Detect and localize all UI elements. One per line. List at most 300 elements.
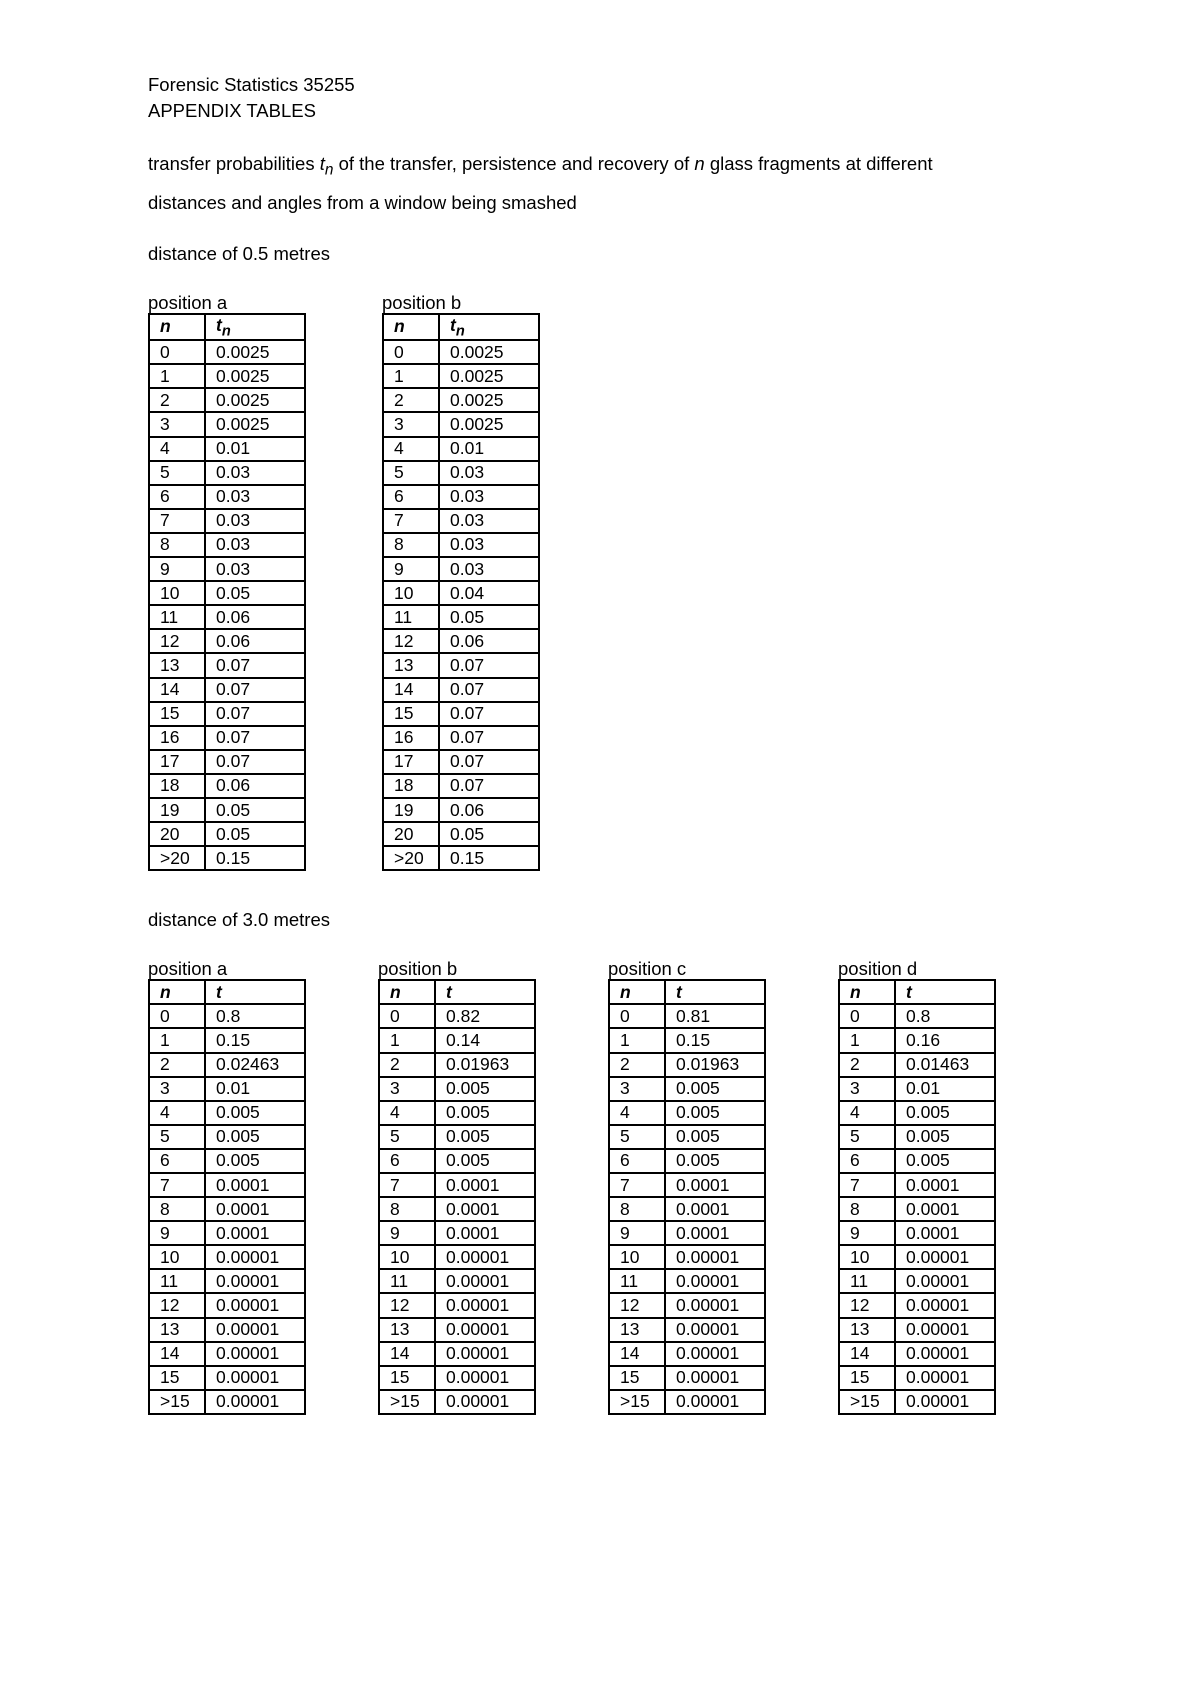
cell-probability: 0.00001 bbox=[435, 1390, 535, 1414]
cell-n: 0 bbox=[839, 1004, 895, 1028]
cell-probability: 0.0025 bbox=[205, 364, 305, 388]
table-row bbox=[383, 798, 539, 822]
column-header-n: n bbox=[383, 314, 439, 341]
cell-probability: 0.00001 bbox=[205, 1390, 305, 1414]
table-row bbox=[149, 653, 305, 677]
table-row bbox=[609, 1197, 765, 1221]
table-row bbox=[149, 1125, 305, 1149]
distance-2-tables bbox=[148, 959, 1068, 1415]
cell-probability: 0.005 bbox=[435, 1149, 535, 1173]
cell-n: 15 bbox=[149, 702, 205, 726]
cell-n: 10 bbox=[149, 1245, 205, 1269]
column-header-n: n bbox=[609, 980, 665, 1004]
cell-n: 12 bbox=[149, 1293, 205, 1317]
cell-probability: 0.0025 bbox=[439, 388, 539, 412]
intro-text-4: distances and angles from a window being smashed bbox=[148, 191, 577, 213]
column-header-t-symbol: t bbox=[906, 981, 912, 1002]
cell-n: 16 bbox=[383, 726, 439, 750]
table-row bbox=[379, 1077, 535, 1101]
cell-probability: 0.00001 bbox=[205, 1366, 305, 1390]
table-row bbox=[383, 774, 539, 798]
table-row bbox=[379, 1245, 535, 1269]
cell-n: 11 bbox=[609, 1269, 665, 1293]
table-block bbox=[148, 293, 382, 872]
cell-n: 13 bbox=[609, 1318, 665, 1342]
cell-probability: 0.15 bbox=[439, 846, 539, 870]
column-header-t-symbol: t bbox=[450, 314, 456, 335]
cell-probability: 0.00001 bbox=[435, 1318, 535, 1342]
cell-n: 0 bbox=[609, 1004, 665, 1028]
cell-n: 9 bbox=[379, 1221, 435, 1245]
table-header-row bbox=[379, 980, 535, 1004]
table-row bbox=[383, 461, 539, 485]
column-header-t-subscript: n bbox=[221, 323, 231, 340]
cell-n: 8 bbox=[149, 533, 205, 557]
table-row bbox=[839, 1053, 995, 1077]
cell-n: 14 bbox=[379, 1342, 435, 1366]
column-header-t bbox=[895, 980, 995, 1004]
table-row bbox=[379, 1293, 535, 1317]
cell-probability: 0.0001 bbox=[205, 1221, 305, 1245]
cell-probability: 0.8 bbox=[205, 1004, 305, 1028]
table-row bbox=[609, 1366, 765, 1390]
cell-n: 6 bbox=[149, 1149, 205, 1173]
cell-probability: 0.07 bbox=[205, 726, 305, 750]
cell-n: 2 bbox=[839, 1053, 895, 1077]
table-row bbox=[379, 1342, 535, 1366]
cell-probability: 0.00001 bbox=[665, 1245, 765, 1269]
cell-probability: 0.01963 bbox=[665, 1053, 765, 1077]
cell-probability: 0.01463 bbox=[895, 1053, 995, 1077]
cell-n: 4 bbox=[149, 1101, 205, 1125]
table-row bbox=[149, 1293, 305, 1317]
table-row bbox=[609, 1221, 765, 1245]
cell-n: 7 bbox=[383, 509, 439, 533]
table-row bbox=[383, 822, 539, 846]
table-row bbox=[149, 605, 305, 629]
table-row bbox=[383, 437, 539, 461]
table-row bbox=[383, 340, 539, 364]
cell-probability: 0.00001 bbox=[665, 1366, 765, 1390]
cell-n: 14 bbox=[383, 678, 439, 702]
table-row bbox=[149, 798, 305, 822]
cell-n: 3 bbox=[379, 1077, 435, 1101]
cell-probability: 0.05 bbox=[439, 822, 539, 846]
table-row bbox=[149, 1390, 305, 1414]
cell-probability: 0.00001 bbox=[435, 1269, 535, 1293]
cell-n: 4 bbox=[383, 437, 439, 461]
cell-n: 14 bbox=[149, 1342, 205, 1366]
cell-probability: 0.01 bbox=[205, 1077, 305, 1101]
cell-n: 6 bbox=[609, 1149, 665, 1173]
cell-probability: 0.00001 bbox=[895, 1293, 995, 1317]
cell-n: 6 bbox=[383, 485, 439, 509]
cell-n: 2 bbox=[379, 1053, 435, 1077]
cell-probability: 0.01 bbox=[439, 437, 539, 461]
column-header-t bbox=[435, 980, 535, 1004]
cell-probability: 0.005 bbox=[665, 1149, 765, 1173]
cell-probability: 0.03 bbox=[205, 533, 305, 557]
cell-n: 4 bbox=[379, 1101, 435, 1125]
cell-probability: 0.07 bbox=[205, 653, 305, 677]
cell-n: 11 bbox=[149, 605, 205, 629]
cell-probability: 0.00001 bbox=[435, 1293, 535, 1317]
table-row bbox=[839, 1004, 995, 1028]
cell-n: 5 bbox=[839, 1125, 895, 1149]
cell-probability: 0.005 bbox=[205, 1125, 305, 1149]
cell-probability: 0.00001 bbox=[205, 1318, 305, 1342]
cell-n: >20 bbox=[149, 846, 205, 870]
position-label: position b bbox=[378, 958, 458, 980]
cell-n: >15 bbox=[149, 1390, 205, 1414]
table-row bbox=[609, 1390, 765, 1414]
column-header-t-symbol: t bbox=[216, 981, 222, 1002]
table-row bbox=[149, 1173, 305, 1197]
table-row bbox=[609, 1053, 765, 1077]
cell-n: 1 bbox=[149, 1028, 205, 1052]
table-row bbox=[609, 1173, 765, 1197]
cell-n: 0 bbox=[383, 340, 439, 364]
cell-n: 7 bbox=[839, 1173, 895, 1197]
cell-probability: 0.00001 bbox=[665, 1342, 765, 1366]
cell-n: 14 bbox=[149, 678, 205, 702]
position-label: position b bbox=[382, 291, 462, 313]
table-row bbox=[839, 1245, 995, 1269]
table-row bbox=[149, 1366, 305, 1390]
cell-n: 14 bbox=[839, 1342, 895, 1366]
cell-probability: 0.005 bbox=[665, 1077, 765, 1101]
transfer-table bbox=[148, 313, 306, 872]
cell-n: 0 bbox=[379, 1004, 435, 1028]
cell-probability: 0.00001 bbox=[205, 1245, 305, 1269]
table-row bbox=[149, 726, 305, 750]
position-label: position d bbox=[838, 958, 918, 980]
table-row bbox=[149, 557, 305, 581]
cell-probability: 0.00001 bbox=[895, 1318, 995, 1342]
cell-probability: 0.0001 bbox=[205, 1173, 305, 1197]
cell-probability: 0.0025 bbox=[205, 412, 305, 436]
section-title: APPENDIX TABLES bbox=[148, 100, 316, 121]
cell-n: 20 bbox=[383, 822, 439, 846]
cell-probability: 0.00001 bbox=[435, 1342, 535, 1366]
table-row bbox=[149, 774, 305, 798]
cell-n: >20 bbox=[383, 846, 439, 870]
cell-n: 1 bbox=[383, 364, 439, 388]
cell-probability: 0.0025 bbox=[439, 412, 539, 436]
transfer-table bbox=[148, 979, 306, 1415]
cell-probability: 0.05 bbox=[205, 581, 305, 605]
table-row bbox=[609, 1077, 765, 1101]
cell-n: 5 bbox=[379, 1125, 435, 1149]
cell-n: 20 bbox=[149, 822, 205, 846]
cell-n: >15 bbox=[609, 1390, 665, 1414]
cell-probability: 0.07 bbox=[205, 702, 305, 726]
cell-n: 8 bbox=[383, 533, 439, 557]
table-row bbox=[839, 1318, 995, 1342]
cell-n: 7 bbox=[379, 1173, 435, 1197]
cell-n: 7 bbox=[149, 1173, 205, 1197]
table-row bbox=[839, 1366, 995, 1390]
cell-n: 12 bbox=[383, 629, 439, 653]
cell-n: 3 bbox=[383, 412, 439, 436]
cell-n: 12 bbox=[149, 629, 205, 653]
cell-n: 1 bbox=[839, 1028, 895, 1052]
table-row bbox=[609, 1245, 765, 1269]
table-row bbox=[383, 388, 539, 412]
transfer-table bbox=[608, 979, 766, 1415]
table-row bbox=[839, 1197, 995, 1221]
cell-n: 8 bbox=[379, 1197, 435, 1221]
cell-probability: 0.00001 bbox=[665, 1293, 765, 1317]
cell-n: 15 bbox=[609, 1366, 665, 1390]
transfer-table bbox=[382, 313, 540, 872]
table-row bbox=[383, 846, 539, 870]
column-header-t-subscript: n bbox=[455, 323, 465, 340]
table-row bbox=[609, 1125, 765, 1149]
cell-n: 0 bbox=[149, 1004, 205, 1028]
cell-n: 11 bbox=[149, 1269, 205, 1293]
intro-text-2: of the transfer, persistence and recovery of bbox=[333, 153, 695, 174]
distance-2-heading: distance of 3.0 metres bbox=[148, 909, 331, 931]
table-row bbox=[383, 605, 539, 629]
cell-probability: 0.03 bbox=[439, 533, 539, 557]
cell-n: 9 bbox=[149, 1221, 205, 1245]
cell-probability: 0.0001 bbox=[205, 1197, 305, 1221]
table-row bbox=[149, 1053, 305, 1077]
cell-probability: 0.07 bbox=[439, 774, 539, 798]
cell-n: 8 bbox=[149, 1197, 205, 1221]
cell-probability: 0.03 bbox=[205, 461, 305, 485]
cell-probability: 0.00001 bbox=[205, 1342, 305, 1366]
table-row bbox=[383, 653, 539, 677]
cell-probability: 0.00001 bbox=[895, 1269, 995, 1293]
cell-n: >15 bbox=[379, 1390, 435, 1414]
cell-probability: 0.03 bbox=[439, 509, 539, 533]
cell-probability: 0.0001 bbox=[435, 1221, 535, 1245]
intro-text-1: transfer probabilities bbox=[148, 153, 320, 174]
cell-probability: 0.005 bbox=[895, 1125, 995, 1149]
table-row bbox=[379, 1318, 535, 1342]
table-row bbox=[149, 364, 305, 388]
cell-n: 13 bbox=[149, 653, 205, 677]
cell-probability: 0.15 bbox=[665, 1028, 765, 1052]
table-row bbox=[379, 1221, 535, 1245]
cell-probability: 0.81 bbox=[665, 1004, 765, 1028]
cell-probability: 0.01 bbox=[895, 1077, 995, 1101]
cell-n: 15 bbox=[379, 1366, 435, 1390]
cell-probability: 0.00001 bbox=[205, 1269, 305, 1293]
intro-text-3: glass fragments at different bbox=[704, 153, 933, 174]
cell-probability: 0.03 bbox=[439, 461, 539, 485]
cell-n: 14 bbox=[609, 1342, 665, 1366]
column-header-t bbox=[205, 980, 305, 1004]
cell-n: 17 bbox=[383, 750, 439, 774]
cell-n: 12 bbox=[609, 1293, 665, 1317]
cell-n: 15 bbox=[383, 702, 439, 726]
table-row bbox=[379, 1149, 535, 1173]
table-row bbox=[379, 1004, 535, 1028]
table-row bbox=[383, 581, 539, 605]
position-label: position a bbox=[148, 958, 228, 980]
cell-n: 18 bbox=[383, 774, 439, 798]
cell-probability: 0.00001 bbox=[895, 1342, 995, 1366]
table-header-row bbox=[839, 980, 995, 1004]
table-row bbox=[379, 1197, 535, 1221]
table-row bbox=[149, 678, 305, 702]
table-row bbox=[383, 509, 539, 533]
cell-n: 13 bbox=[839, 1318, 895, 1342]
transfer-table bbox=[838, 979, 996, 1415]
cell-probability: 0.15 bbox=[205, 846, 305, 870]
cell-probability: 0.07 bbox=[439, 678, 539, 702]
cell-probability: 0.005 bbox=[435, 1125, 535, 1149]
table-row bbox=[149, 1197, 305, 1221]
table-row bbox=[839, 1077, 995, 1101]
cell-probability: 0.0001 bbox=[665, 1173, 765, 1197]
cell-probability: 0.82 bbox=[435, 1004, 535, 1028]
table-row bbox=[149, 388, 305, 412]
cell-n: 3 bbox=[149, 412, 205, 436]
cell-n: 8 bbox=[609, 1197, 665, 1221]
table-row bbox=[839, 1149, 995, 1173]
cell-probability: 0.06 bbox=[205, 629, 305, 653]
cell-probability: 0.0001 bbox=[895, 1221, 995, 1245]
document-page bbox=[148, 72, 1068, 1415]
table-row bbox=[383, 412, 539, 436]
table-row bbox=[379, 1101, 535, 1125]
table-row bbox=[383, 702, 539, 726]
column-header-t-symbol: t bbox=[446, 981, 452, 1002]
position-label: position c bbox=[608, 958, 687, 980]
table-row bbox=[379, 1269, 535, 1293]
table-row bbox=[609, 1318, 765, 1342]
column-header-n: n bbox=[839, 980, 895, 1004]
table-header-row bbox=[149, 314, 305, 341]
cell-probability: 0.005 bbox=[665, 1101, 765, 1125]
cell-probability: 0.07 bbox=[439, 702, 539, 726]
cell-probability: 0.0025 bbox=[205, 388, 305, 412]
table-row bbox=[609, 1342, 765, 1366]
table-row bbox=[149, 412, 305, 436]
cell-probability: 0.005 bbox=[435, 1077, 535, 1101]
cell-n: 6 bbox=[379, 1149, 435, 1173]
table-header-row bbox=[609, 980, 765, 1004]
cell-n: 7 bbox=[149, 509, 205, 533]
cell-probability: 0.03 bbox=[205, 509, 305, 533]
table-row bbox=[149, 629, 305, 653]
cell-probability: 0.15 bbox=[205, 1028, 305, 1052]
column-header-t bbox=[665, 980, 765, 1004]
table-row bbox=[609, 1004, 765, 1028]
table-row bbox=[839, 1269, 995, 1293]
t-subscript: n bbox=[324, 161, 334, 179]
cell-n: 17 bbox=[149, 750, 205, 774]
cell-probability: 0.0001 bbox=[665, 1197, 765, 1221]
cell-probability: 0.0025 bbox=[439, 364, 539, 388]
table-block bbox=[148, 959, 378, 1415]
table-row bbox=[609, 1269, 765, 1293]
table-row bbox=[149, 533, 305, 557]
cell-probability: 0.07 bbox=[439, 653, 539, 677]
cell-n: 2 bbox=[149, 1053, 205, 1077]
column-header-t bbox=[205, 314, 305, 341]
table-row bbox=[149, 1221, 305, 1245]
table-row bbox=[609, 1293, 765, 1317]
cell-probability: 0.00001 bbox=[665, 1390, 765, 1414]
table-row bbox=[149, 485, 305, 509]
column-header-t-symbol: t bbox=[216, 314, 222, 335]
distance-1-heading: distance of 0.5 metres bbox=[148, 242, 331, 264]
cell-n: 8 bbox=[839, 1197, 895, 1221]
cell-probability: 0.005 bbox=[205, 1149, 305, 1173]
cell-n: 11 bbox=[379, 1269, 435, 1293]
table-row bbox=[149, 461, 305, 485]
cell-n: 19 bbox=[383, 798, 439, 822]
cell-probability: 0.03 bbox=[205, 557, 305, 581]
table-block bbox=[838, 959, 1068, 1415]
cell-probability: 0.06 bbox=[205, 774, 305, 798]
cell-n: 9 bbox=[609, 1221, 665, 1245]
cell-probability: 0.00001 bbox=[435, 1245, 535, 1269]
table-row bbox=[609, 1149, 765, 1173]
table-block bbox=[378, 959, 608, 1415]
cell-n: 10 bbox=[379, 1245, 435, 1269]
cell-probability: 0.16 bbox=[895, 1028, 995, 1052]
cell-probability: 0.14 bbox=[435, 1028, 535, 1052]
table-row bbox=[609, 1101, 765, 1125]
table-row bbox=[839, 1342, 995, 1366]
cell-n: 10 bbox=[609, 1245, 665, 1269]
cell-n: 15 bbox=[149, 1366, 205, 1390]
table-row bbox=[383, 629, 539, 653]
cell-probability: 0.0001 bbox=[895, 1173, 995, 1197]
cell-n: 6 bbox=[839, 1149, 895, 1173]
table-row bbox=[839, 1390, 995, 1414]
course-title: Forensic Statistics 35255 bbox=[148, 74, 355, 95]
cell-n: 9 bbox=[149, 557, 205, 581]
t-symbol: t bbox=[319, 153, 325, 174]
cell-n: 1 bbox=[149, 364, 205, 388]
cell-probability: 0.00001 bbox=[895, 1245, 995, 1269]
cell-probability: 0.005 bbox=[895, 1149, 995, 1173]
table-row bbox=[149, 1077, 305, 1101]
cell-probability: 0.01 bbox=[205, 437, 305, 461]
cell-probability: 0.03 bbox=[439, 485, 539, 509]
table-row bbox=[379, 1173, 535, 1197]
cell-n: 4 bbox=[839, 1101, 895, 1125]
table-row bbox=[149, 340, 305, 364]
cell-probability: 0.00001 bbox=[435, 1366, 535, 1390]
table-row bbox=[379, 1390, 535, 1414]
table-row bbox=[839, 1028, 995, 1052]
cell-n: 10 bbox=[149, 581, 205, 605]
table-row bbox=[839, 1101, 995, 1125]
table-row bbox=[379, 1028, 535, 1052]
cell-n: 4 bbox=[149, 437, 205, 461]
cell-n: 10 bbox=[383, 581, 439, 605]
cell-probability: 0.8 bbox=[895, 1004, 995, 1028]
table-row bbox=[839, 1221, 995, 1245]
cell-n: 5 bbox=[149, 461, 205, 485]
table-row bbox=[149, 581, 305, 605]
cell-n: 11 bbox=[839, 1269, 895, 1293]
table-row bbox=[149, 750, 305, 774]
table-header-row bbox=[383, 314, 539, 341]
table-row bbox=[149, 437, 305, 461]
table-row bbox=[383, 533, 539, 557]
cell-n: 11 bbox=[383, 605, 439, 629]
cell-probability: 0.0025 bbox=[439, 340, 539, 364]
